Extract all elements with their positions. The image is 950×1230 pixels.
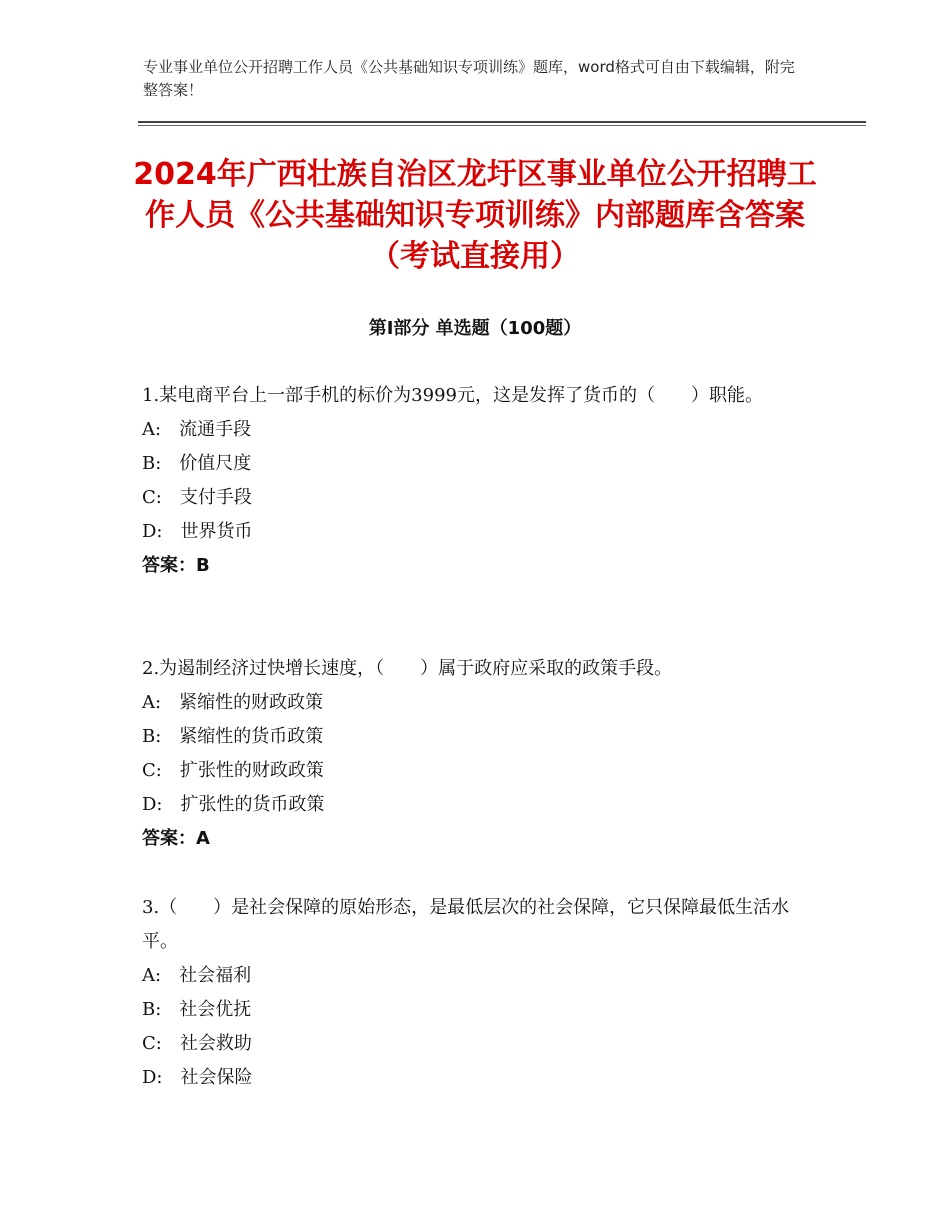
option-b: B: 价值尺度 bbox=[142, 453, 252, 474]
question-stem: 1.某电商平台上一部手机的标价为3999元，这是发挥了货币的（ ）职能。 bbox=[142, 385, 763, 406]
question-1 bbox=[142, 379, 802, 583]
header-divider-thin bbox=[138, 125, 866, 126]
option-c: C: 社会救助 bbox=[142, 1033, 252, 1054]
option-d: D: 世界货币 bbox=[142, 521, 253, 542]
option-c: C: 支付手段 bbox=[142, 487, 252, 508]
document-title: 2024年广西壮族自治区龙圩区事业单位公开招聘工作人员《公共基础知识专项训练》内部题库含答案（考试直接用） bbox=[133, 157, 817, 274]
option-d: D: 扩张性的货币政策 bbox=[142, 794, 325, 815]
header-divider-thick bbox=[138, 121, 866, 123]
answer: 答案：A bbox=[142, 828, 210, 849]
question-3 bbox=[142, 891, 802, 1095]
header-note: 专业事业单位公开招聘工作人员《公共基础知识专项训练》题库，word格式可自由下载编辑，附完整答案！ bbox=[143, 58, 795, 99]
option-b: B: 社会优抚 bbox=[142, 999, 252, 1020]
question-stem: 2.为遏制经济过快增长速度，（ ）属于政府应采取的政策手段。 bbox=[142, 658, 673, 679]
option-a: A: 流通手段 bbox=[142, 419, 252, 440]
answer: 答案：B bbox=[142, 555, 210, 576]
option-a: A: 社会福利 bbox=[142, 965, 252, 986]
option-d: D: 社会保险 bbox=[142, 1067, 253, 1088]
option-a: A: 紧缩性的财政政策 bbox=[142, 692, 324, 713]
option-c: C: 扩张性的财政政策 bbox=[142, 760, 324, 781]
question-stem: 3.（ ）是社会保障的原始形态，是最低层次的社会保障，它只保障最低生活水平。 bbox=[142, 897, 790, 952]
section-title: 第Ⅰ部分 单选题（100题） bbox=[368, 318, 582, 339]
option-b: B: 紧缩性的货币政策 bbox=[142, 726, 324, 747]
question-2 bbox=[142, 652, 802, 856]
